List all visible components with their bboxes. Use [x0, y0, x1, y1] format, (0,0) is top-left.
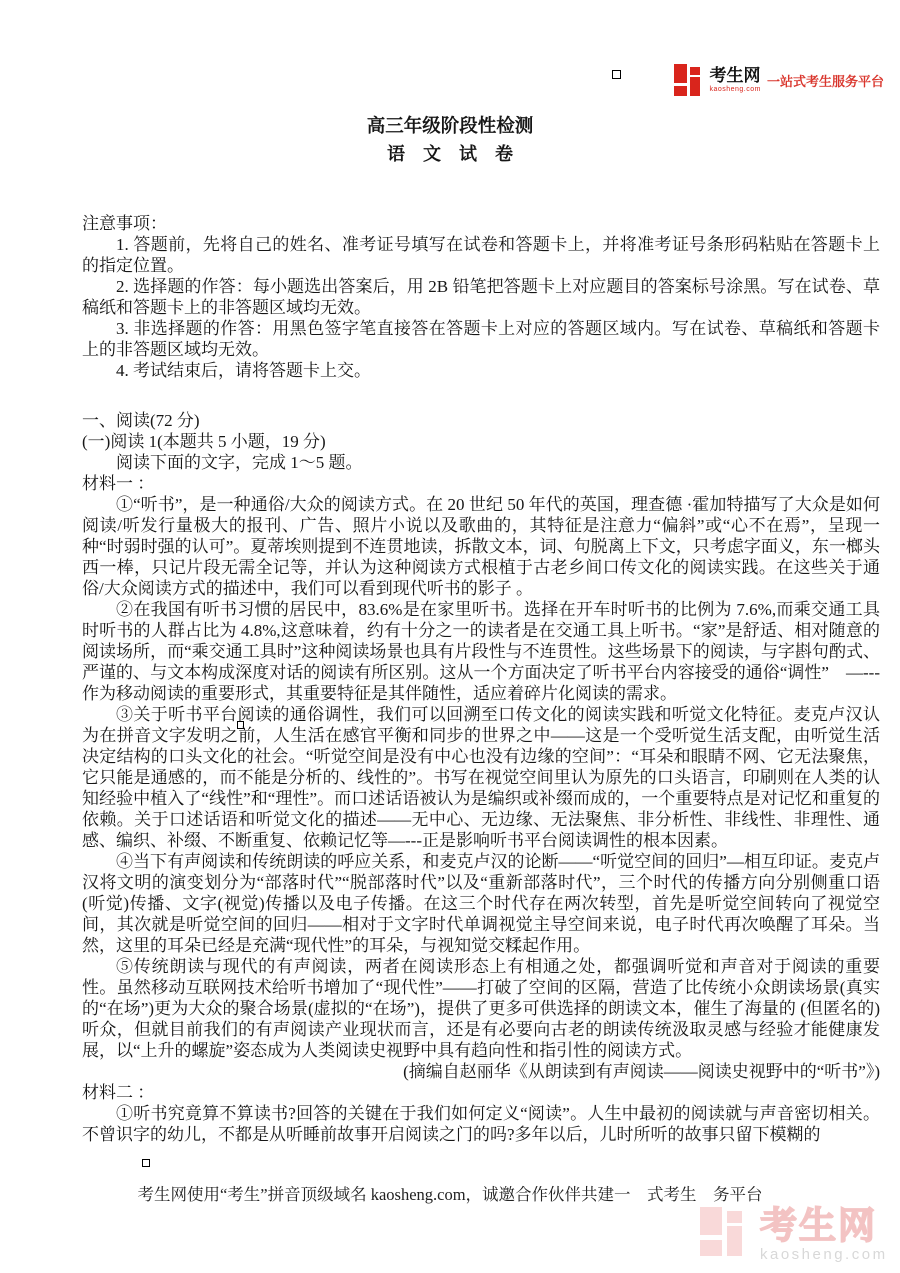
material1-paragraph: ④当下有声阅读和传统朗读的呼应关系，和麦克卢汉的论断——“听觉空间的回归”—相互印证。麦克卢汉将文明的演变划分为“部落时代”“脱部落时代”以及“重新部落时代”，三个时代的传播方向分别侧重口语(听觉)传播、文字(视觉)传播以及电子传播。在这三个时代存在两次转型，首先是听觉空间转向了视觉空间，其次就是听觉空间的回归——相对于文字时代单调视觉主导空间来说，电子时代再次唤醒了耳朵。当然，这里的耳朵已经是充满“现代性”的耳朵，与视知觉交糅起作用。 [82, 852, 880, 955]
logo-brand-text: 考生网 [709, 66, 761, 85]
material1-paragraph: ③关于听书平台阅读的通俗调性，我们可以回溯至口传文化的阅读实践和听觉文化特征。麦克卢汉认为在拼音文字发明之前，人生活在感官平衡和同步的世界之中——这是一个受听觉生活支配，由听觉生活决定结构的口头文化的社会。“听觉空间是没有中心也没有边缘的空间”：“耳朵和眼睛不网、它无法聚焦，它只能是通感的，而不能是分析的、线性的”。书写在视觉空间里认为原先的口头语言，印刷则在人类的认知经验中植入了“线性”和“理性”。而口述话语被认为是编织或补缀而成的，一个重要特点是对记忆和重复的依赖。关于口述话语和听觉文化的描述——无中心、无边缘、无法聚焦、非分析性、非线性、非理性、通感、编织、补缀、不断重复、依赖记忆等—---正是影响听书平台阅读调性的根本因素。 [82, 705, 880, 850]
page-title: 高三年级阶段性检测 [366, 117, 534, 137]
document-body [82, 213, 880, 1145]
watermark-brand-text: 考生网 [760, 1205, 877, 1246]
material1-paragraph: ⑤传统朗读与现代的有声阅读，两者在阅读形态上有相通之处，都强调听觉和声音对于阅读的重要性。虽然移动互联网技术给听书增加了“现代性”——打破了空间的区隔，营造了比传统小众朗读场景(真实的“在场”)更为大众的聚合场景(虚拟的“在场”)，提供了更多可供选择的朗读文本，催生了海量的 (但匿名的)听众，但就目前我们的有声阅读产业现状而言，还是有必要向古老的朗读传统汲取灵感与经验才能健康发展，以“上升的螺旋”姿态成为人类阅读史视野中具有趋向性和指引性的阅读方式。 [82, 957, 880, 1060]
kaosheng-blocks-icon [674, 64, 704, 96]
material1-paragraph: ②在我国有听书习惯的居民中，83.6%是在家里听书。选择在开车时听书的比例为 7.6%,而乘交通工具时听书的人群占比为 4.8%,这意味着，约有十分之一的读者是在交通工具上听书。“家”是舒适、相对随意的阅读场所，而“乘交通工具时”这种阅读场景也具有片段性与不连贯性。这些场景下的阅读，与字斟句酌式、严谨的、与文本构成深度对话的阅读有所区别。这从一个方面决定了听书平台内容接受的通俗“调性” —---作为移动阅读的重要形式，其重要特征是其伴随性，适应着碎片化阅读的需求。 [82, 600, 880, 703]
notice-heading: 注意事项： [82, 214, 167, 233]
material2-paragraph: ①听书究竟算不算读书?回答的关键在于我们如何定义“阅读”。人生中最初的阅读就与声音密切相关。不曾识字的幼儿，不都是从听睡前故事开启阅读之门的吗?多年以后，儿时所听的故事只留下模糊的 [82, 1104, 880, 1144]
notice-item: 1. 答题前，先将自己的姓名、准考证号填写在试卷和答题卡上，并将准考证号条形码粘贴在答题卡上的指定位置。 [82, 235, 880, 275]
reading-instruction: 阅读下面的文字，完成 1～5 题。 [116, 453, 363, 472]
kaosheng-blocks-icon [700, 1207, 752, 1257]
material1-paragraph: ①“听书”，是一种通俗/大众的阅读方式。在 20 世纪 50 年代的英国，理查德 ·霍加特描写了大众是如何阅读/听发行量极大的报刊、广告、照片小说以及歌曲的，其特征是注意力“偏斜”或“心不在焉”，呈现一种“时弱时强的认可”。夏蒂埃则提到不连贯地读，拆散文本，词、句脱离上下文，只考虑字面义，东一榔头西一棒，只记片段无需全记等，并认为这种阅读方式根植于古老乡间口传文化的阅读实践。在这些关于通俗/大众阅读方式的描述中，我们可以看到现代听书的影子 。 [82, 495, 880, 598]
group-title: (一)阅读 1(本题共 5 小题，19 分) [82, 432, 326, 451]
logo-tagline: 一站式考生服务平台 [766, 73, 884, 89]
material2-label: 材料二 ： [82, 1083, 155, 1102]
logo-domain-text: kaosheng.com [709, 86, 761, 93]
page-subtitle: 语 文 试 卷 [387, 144, 513, 164]
notice-item: 4. 考试结束后，请将答题卡上交。 [116, 361, 371, 380]
part-title: 一、阅读(72 分) [82, 411, 200, 430]
footer-note: 考生网使用“考生”拼音顶级域名 kaosheng.com，诚邀合作伙伴共建一 式考生 务平台 [137, 1185, 763, 1204]
tofu-glyph-artifact [142, 1159, 150, 1167]
tofu-glyph-artifact [612, 70, 621, 79]
kaosheng-logo [674, 64, 884, 96]
watermark-domain-text: kaosheng.com [760, 1246, 888, 1263]
kaosheng-watermark [700, 1207, 888, 1262]
material1-label: 材料一 ： [82, 474, 155, 493]
material1-citation: (摘编自赵丽华《从朗读到有声阅读——阅读史视野中的“听书”》) [403, 1062, 880, 1081]
notice-item: 2. 选择题的作答：每小题选出答案后，用 2B 铅笔把答题卡上对应题目的答案标号涂黑。写在试卷、草稿纸和答题卡上的非答题区域均无效。 [82, 277, 880, 317]
notice-item: 3. 非选择题的作答：用黑色签字笔直接答在答题卡上对应的答题区域内。写在试卷、草稿纸和答题卡上的非答题区域均无效。 [82, 319, 880, 359]
